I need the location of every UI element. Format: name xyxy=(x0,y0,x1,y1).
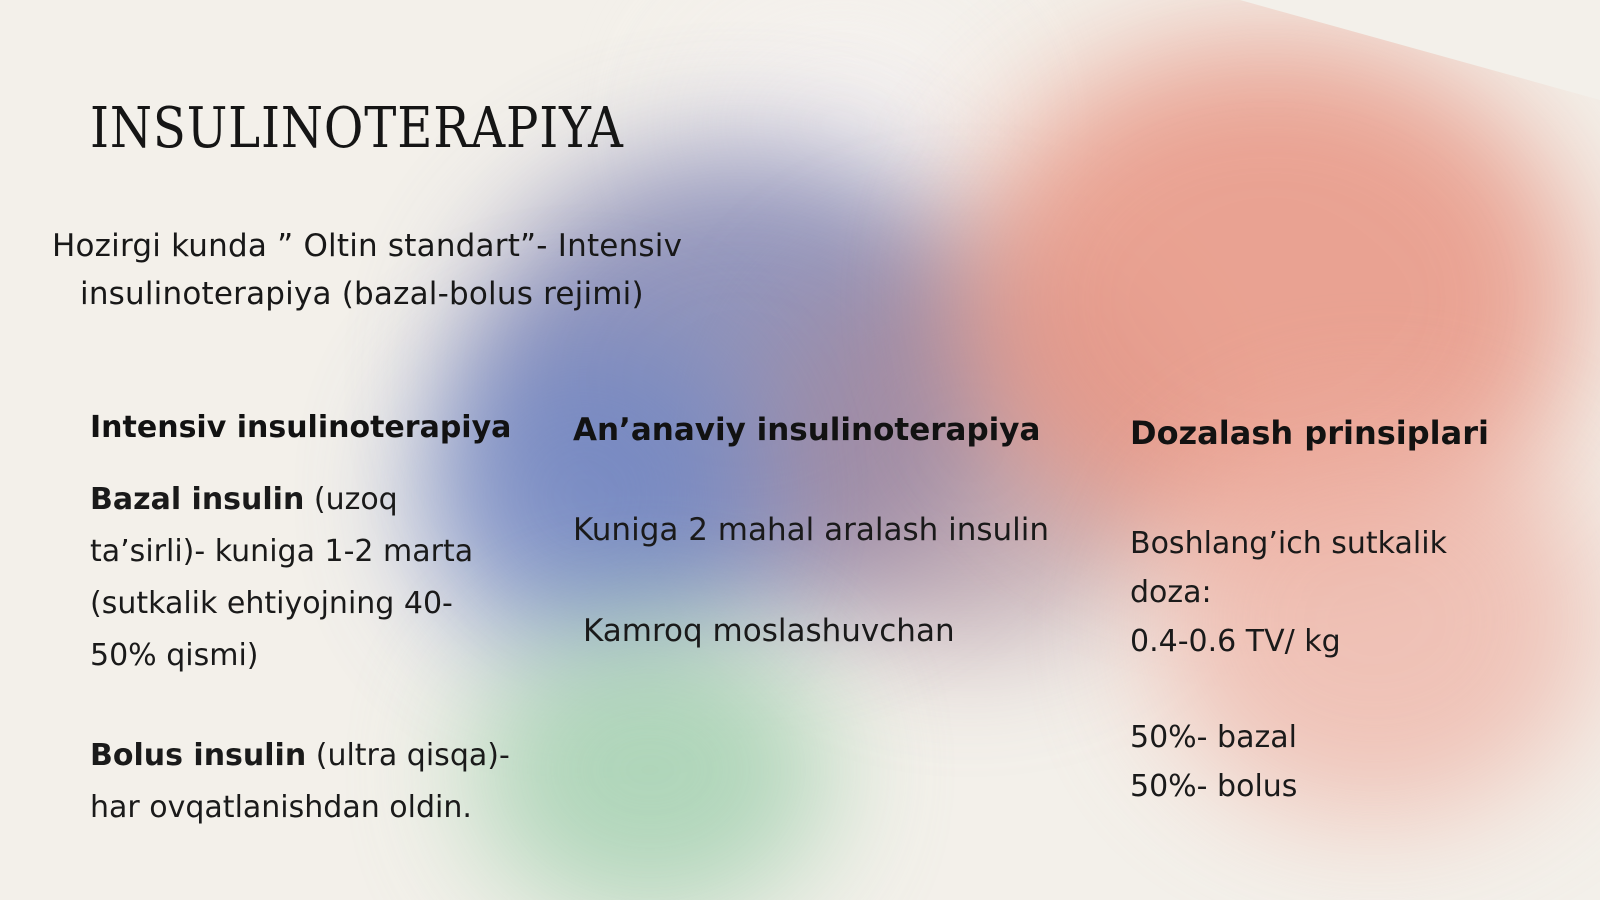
bolus-insulin-description: (ultra qisqa)- har ovqatlanishdan oldin. xyxy=(90,738,510,825)
dosing-line: 0.4-0.6 TV/ kg xyxy=(1130,624,1341,659)
basal-insulin-term: Bazal insulin xyxy=(90,482,305,517)
dosing-line: Boshlang’ich sutkalik xyxy=(1130,526,1447,561)
dosing-initial-dose xyxy=(1130,519,1550,666)
column-heading-dosing: Dozalash prinsiplari xyxy=(1130,414,1489,452)
bolus-insulin-term: Bolus insulin xyxy=(90,738,307,773)
basal-insulin-paragraph xyxy=(90,474,510,682)
dosing-line: doza: xyxy=(1130,575,1212,610)
dosing-bolus-share: 50%- bolus xyxy=(1130,769,1298,804)
traditional-item-2: Kamroq moslashuvchan xyxy=(583,613,955,649)
subtitle-line-2: insulinoterapiya (bazal-bolus rejimi) xyxy=(80,276,644,312)
dosing-basal-share: 50%- bazal xyxy=(1130,720,1297,755)
bolus-insulin-paragraph xyxy=(90,730,510,834)
slide-title: INSULINOTERAPIYA xyxy=(90,96,624,161)
slide-subtitle xyxy=(52,222,752,318)
column-heading-intensive: Intensiv insulinoterapiya xyxy=(90,410,512,445)
traditional-item-1: Kuniga 2 mahal aralash insulin xyxy=(573,512,1050,548)
subtitle-line-1: Hozirgi kunda ” Oltin standart”- Intensiv xyxy=(52,228,683,264)
basal-insulin-description: (uzoq ta’sirli)- kuniga 1-2 marta (sutkalik ehtiyojning 40-50% qismi) xyxy=(90,482,474,673)
gradient-blob-green xyxy=(470,620,830,900)
column-heading-traditional: An’anaviy insulinoterapiya xyxy=(573,412,1041,448)
dosing-split xyxy=(1130,713,1550,811)
